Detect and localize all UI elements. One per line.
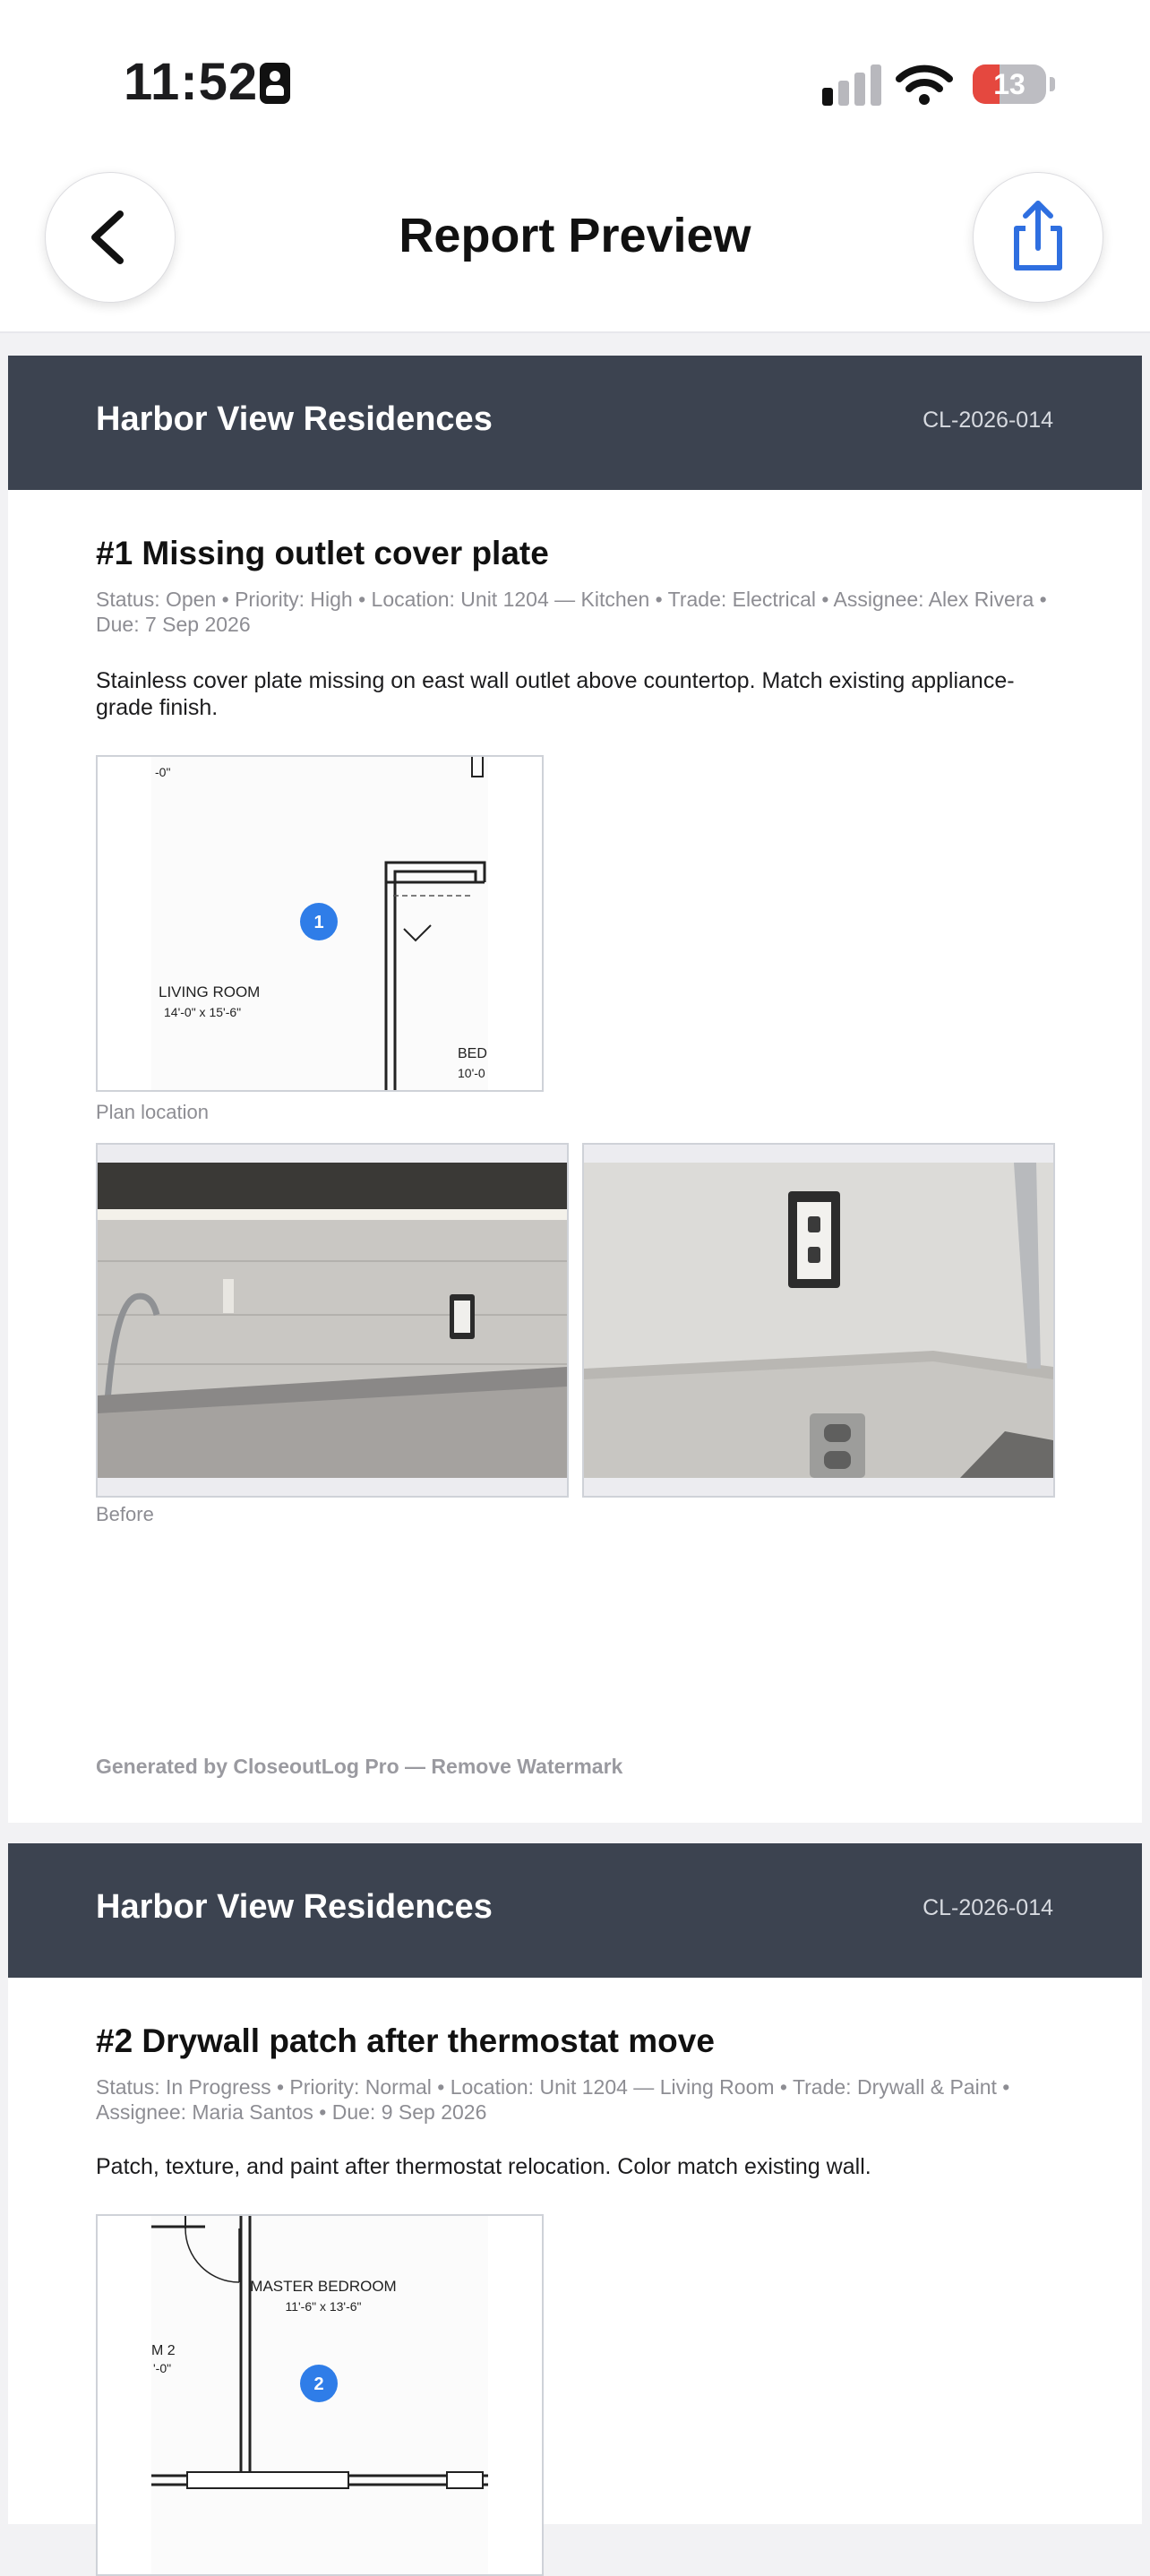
share-icon bbox=[974, 173, 1103, 302]
plan-room-dims: 14'-0" x 15'-6" bbox=[164, 1005, 242, 1019]
battery-icon bbox=[973, 64, 1046, 104]
battery-cap bbox=[1050, 77, 1055, 91]
report-header bbox=[8, 1843, 1142, 1978]
project-code: CL-2026-014 bbox=[923, 1895, 1053, 1920]
watermark-link[interactable]: Generated by CloseoutLog Pro — Remove Watermark bbox=[96, 1755, 623, 1778]
item-title: #1 Missing outlet cover plate bbox=[96, 535, 549, 571]
item-description: Patch, texture, and paint after thermostat relocation. Color match existing wall. bbox=[96, 2154, 871, 2179]
item-title: #2 Drywall patch after thermostat move bbox=[96, 2022, 715, 2059]
kitchen-backsplash-photo bbox=[98, 1145, 567, 1496]
plan-dim-label: -0" bbox=[155, 765, 171, 779]
item-description: Stainless cover plate missing on east wall outlet above countertop. Match existing appliance-grade finish. bbox=[96, 668, 1015, 720]
plan-caption: Plan location bbox=[96, 1101, 209, 1123]
navigation-bar bbox=[0, 152, 1150, 331]
report-header bbox=[8, 356, 1142, 490]
plan-room-dims: 11'-6" x 13'-6" bbox=[285, 2299, 362, 2314]
report-page bbox=[8, 1843, 1142, 2524]
plan-bed-label: BED bbox=[458, 1046, 487, 1061]
status-bar bbox=[0, 0, 1150, 152]
page-title: Report Preview bbox=[399, 209, 751, 262]
plan-side-dims: '-0" bbox=[153, 2361, 172, 2375]
plan-location-image[interactable] bbox=[96, 755, 544, 1092]
wifi-icon bbox=[896, 63, 953, 106]
status-time: 11:52 bbox=[124, 53, 259, 111]
plan-pin-number: 1 bbox=[313, 913, 324, 932]
cellular-signal-icon bbox=[822, 64, 881, 106]
before-photo-2[interactable] bbox=[582, 1143, 1055, 1498]
before-photo-1[interactable] bbox=[96, 1143, 569, 1498]
project-code: CL-2026-014 bbox=[923, 408, 1053, 433]
floor-plan-drawing bbox=[98, 2216, 542, 2574]
plan-bed-dims: 10'-0 bbox=[458, 1066, 485, 1080]
plan-location-image[interactable] bbox=[96, 2214, 544, 2576]
outlet-closeup-photo bbox=[584, 1145, 1053, 1496]
floor-plan-drawing bbox=[98, 757, 542, 1090]
battery-percentage: 13 bbox=[993, 68, 1026, 100]
item-meta: Status: Open • Priority: High • Location: Unit 1204 — Kitchen • Trade: Electrical • Assignee: Alex Rivera • Due: 7 Sep 2026 bbox=[96, 588, 1047, 636]
item-meta: Status: In Progress • Priority: Normal • Location: Unit 1204 — Living Room • Trade: Drywall & Paint • Assignee: Maria Santos • Due: 9 Sep 2026 bbox=[96, 2075, 1010, 2124]
plan-room-label: LIVING ROOM bbox=[159, 983, 261, 1000]
project-name: Harbor View Residences bbox=[96, 1888, 493, 1926]
report-page bbox=[8, 356, 1142, 1823]
nav-divider bbox=[0, 331, 1150, 333]
plan-pin-number: 2 bbox=[313, 2374, 324, 2394]
share-button[interactable] bbox=[973, 172, 1103, 303]
photos-caption: Before bbox=[96, 1503, 154, 1525]
project-name: Harbor View Residences bbox=[96, 400, 493, 438]
id-card-icon bbox=[260, 63, 290, 104]
plan-room-label: MASTER BEDROOM bbox=[250, 2278, 397, 2295]
plan-side-label: M 2 bbox=[151, 2343, 176, 2358]
